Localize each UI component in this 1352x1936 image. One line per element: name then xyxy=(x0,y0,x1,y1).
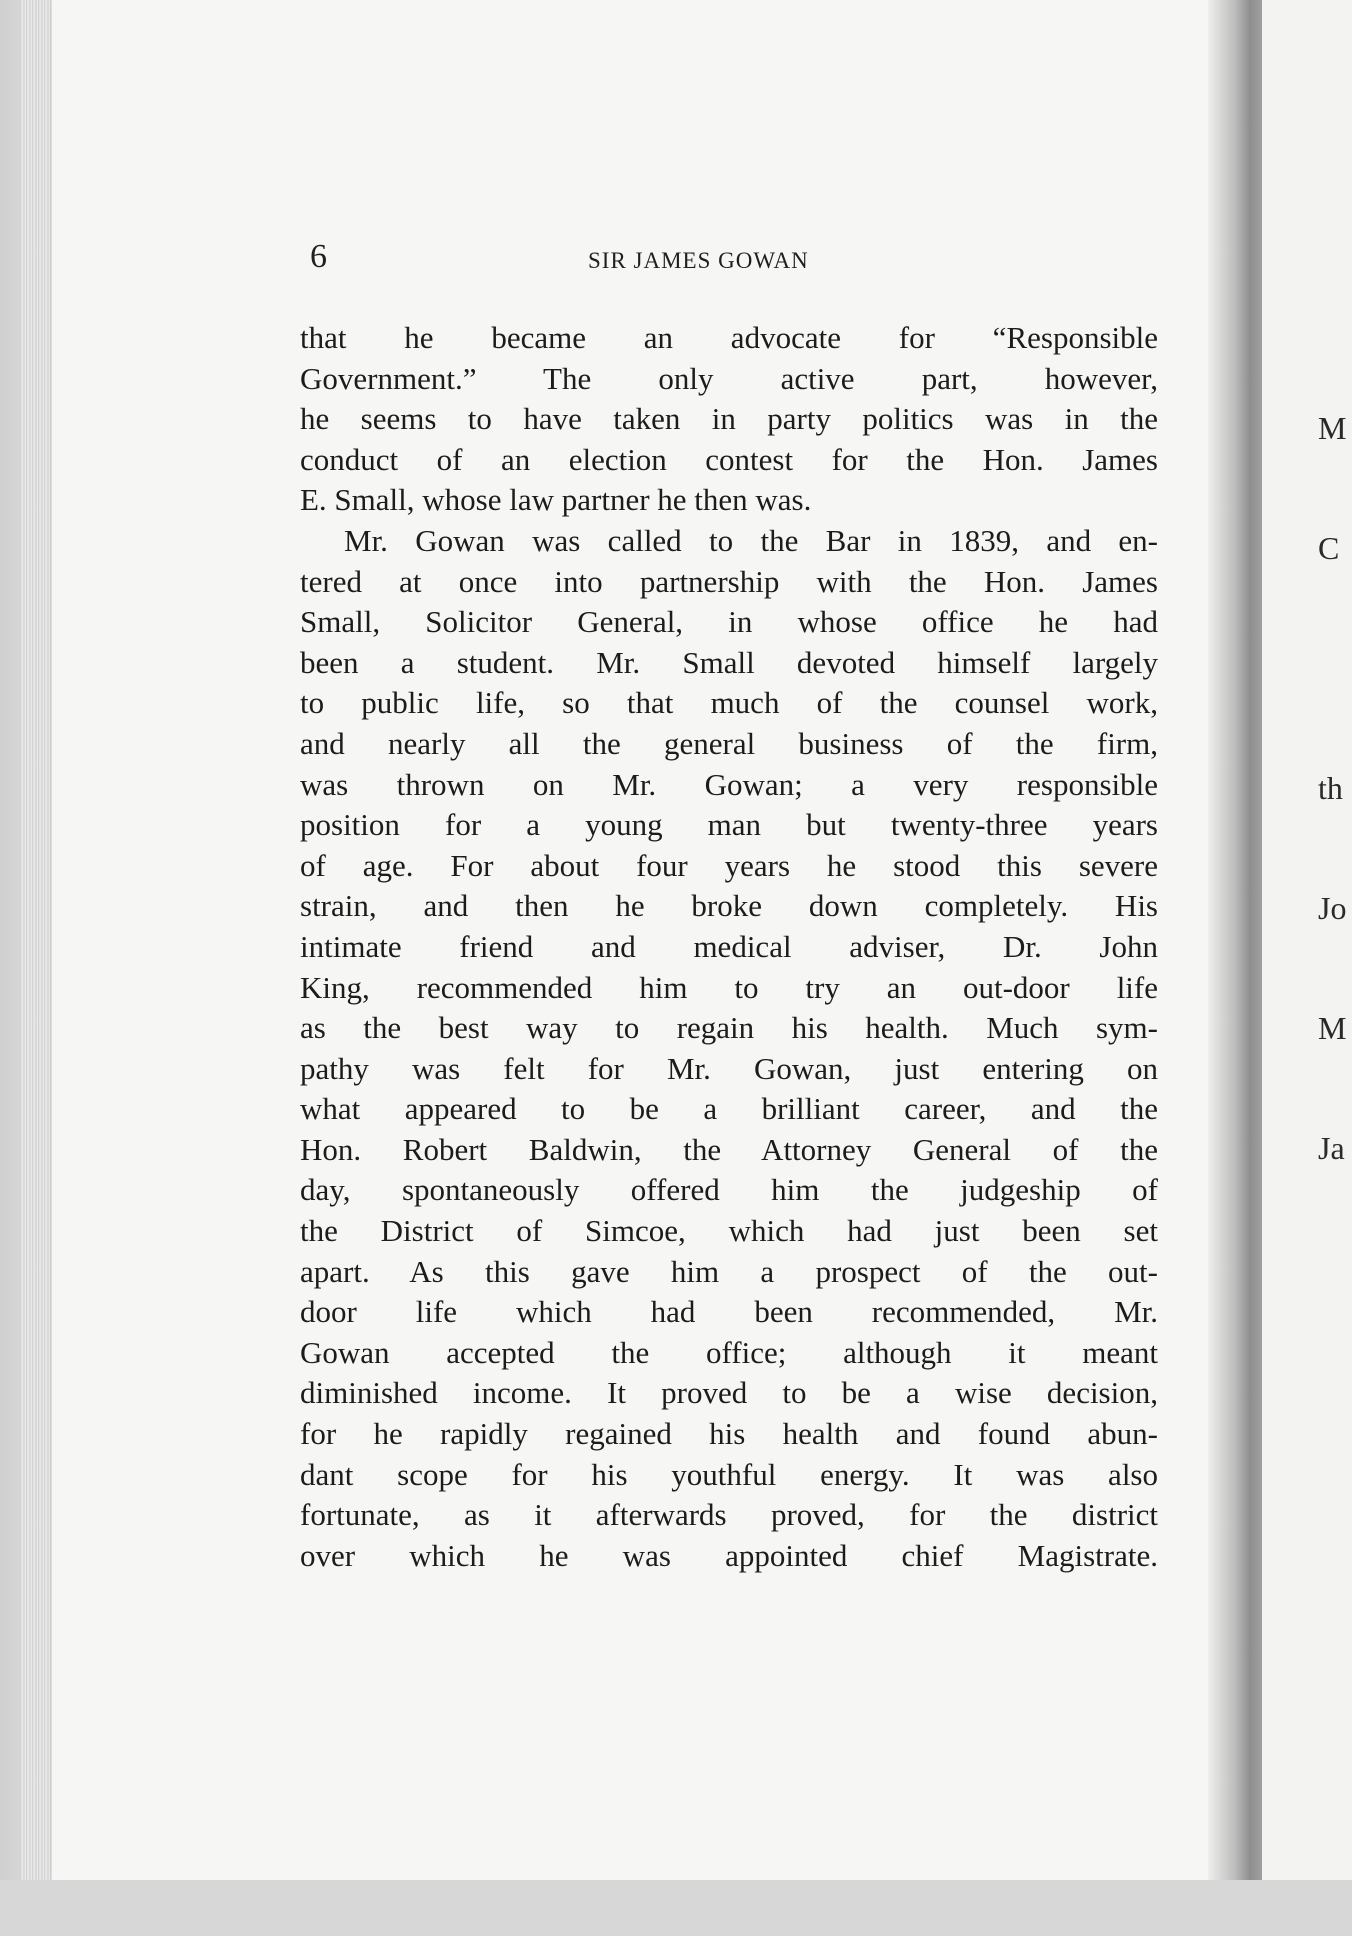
text-line: dant scope for his youthful energy. It was also xyxy=(300,1456,1158,1492)
text-line: E. Small, whose law partner he then was. xyxy=(300,482,812,518)
text-line: Hon. Robert Baldwin, the Attorney General of the xyxy=(300,1131,1158,1167)
facing-page-text xyxy=(1318,328,1350,1248)
text-line: diminished income. It proved to be a wise decision, xyxy=(300,1375,1158,1411)
text-line: tered at once into partnership with the Hon. James xyxy=(300,563,1158,599)
text-line: he seems to have taken in party politics was in the xyxy=(300,401,1158,437)
text-line: as the best way to regain his health. Much sym- xyxy=(300,1010,1158,1046)
page-number: 6 xyxy=(310,238,327,275)
text-line: door life which had been recommended, Mr. xyxy=(300,1294,1158,1330)
text-line: was thrown on Mr. Gowan; a very responsible xyxy=(300,766,1158,802)
text-line: Small, Solicitor General, in whose office he had xyxy=(300,604,1158,640)
facing-fragment: M xyxy=(1318,1010,1347,1046)
book-gutter xyxy=(1208,0,1268,1880)
facing-fragment: Ja xyxy=(1318,1130,1345,1166)
text-line: pathy was felt for Mr. Gowan, just entering on xyxy=(300,1050,1158,1086)
right-page xyxy=(1262,0,1352,1880)
text-line: Mr. Gowan was called to the Bar in 1839, and en- xyxy=(344,522,1158,558)
text-line: Government.” The only active part, however, xyxy=(300,360,1158,396)
text-line: Gowan accepted the office; although it meant xyxy=(300,1334,1158,1370)
text-line: the District of Simcoe, which had just been set xyxy=(300,1213,1158,1249)
text-line: that he became an advocate for “Responsible xyxy=(300,320,1158,355)
page-edges xyxy=(20,0,54,1936)
body-text xyxy=(300,318,1158,1576)
text-line: strain, and then he broke down completely. His xyxy=(300,888,1158,924)
running-head xyxy=(310,238,1160,288)
text-line: position for a young man but twenty-three years xyxy=(300,807,1158,843)
text-line: to public life, so that much of the counsel work, xyxy=(300,685,1158,721)
text-line: apart. As this gave him a prospect of the out- xyxy=(300,1253,1158,1289)
text-line: conduct of an election contest for the Hon. James xyxy=(300,441,1158,477)
text-line: intimate friend and medical adviser, Dr. John xyxy=(300,928,1158,964)
text-line: of age. For about four years he stood this severe xyxy=(300,847,1158,883)
text-line: for he rapidly regained his health and found abun- xyxy=(300,1416,1158,1452)
text-line: day, spontaneously offered him the judgeship of xyxy=(300,1172,1158,1208)
text-line: King, recommended him to try an out-door life xyxy=(300,969,1158,1005)
text-line: over which he was appointed chief Magistrate. xyxy=(300,1537,1158,1573)
facing-fragment: Jo xyxy=(1318,890,1347,926)
facing-fragment: M xyxy=(1318,410,1347,446)
facing-fragment: C xyxy=(1318,530,1340,566)
running-head-title: SIR JAMES GOWAN xyxy=(588,248,809,273)
text-line: and nearly all the general business of the firm, xyxy=(300,725,1158,761)
text-line: been a student. Mr. Small devoted himself largely xyxy=(300,644,1158,680)
facing-fragment: th xyxy=(1318,770,1343,806)
scan-bottom-edge xyxy=(0,1880,1352,1936)
facing-fragment xyxy=(1318,648,1350,688)
text-line: what appeared to be a brilliant career, and the xyxy=(300,1091,1158,1127)
text-line: fortunate, as it afterwards proved, for the district xyxy=(300,1497,1158,1533)
